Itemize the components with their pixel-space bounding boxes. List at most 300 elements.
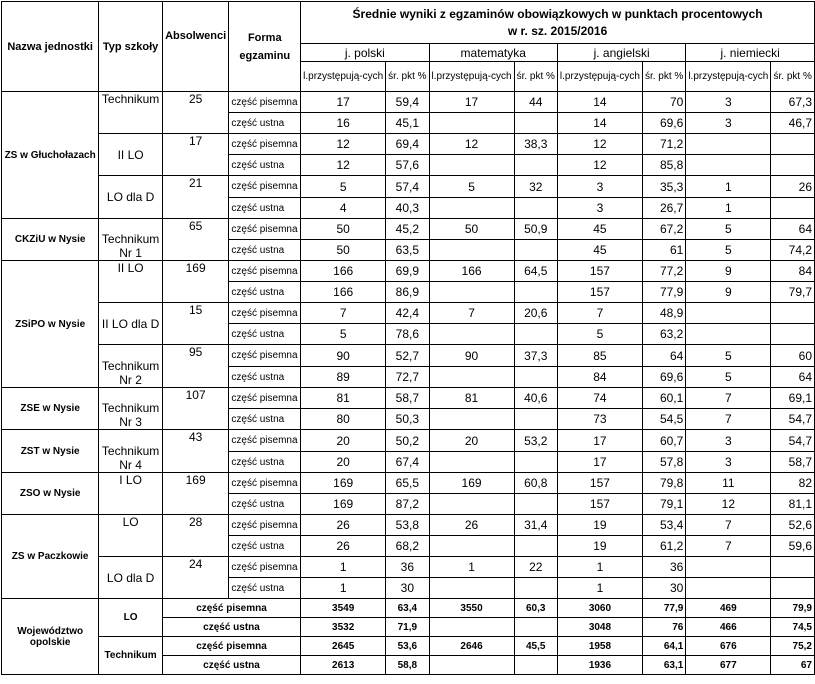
avg-percent: 67 [771, 656, 815, 675]
graduates-count: 17 [162, 134, 229, 176]
avg-percent: 40,6 [514, 388, 557, 409]
avg-percent [514, 240, 557, 261]
school-type: Technikum Nr 2 [99, 345, 163, 388]
takers-count: 26 [301, 536, 386, 557]
graduates-count: 15 [162, 303, 229, 345]
takers-count: 12 [429, 134, 514, 155]
takers-count: 7 [686, 409, 771, 430]
avg-percent: 57,6 [386, 155, 429, 176]
table-row [2, 219, 815, 240]
avg-percent: 69,1 [771, 388, 815, 409]
graduates-count: 95 [162, 345, 229, 388]
takers-count [429, 536, 514, 557]
takers-count: 3 [557, 198, 642, 219]
avg-percent: 60 [771, 345, 815, 367]
exam-form: część ustna [229, 155, 301, 176]
takers-count: 17 [557, 452, 642, 473]
exam-form: część pisemna [229, 303, 301, 324]
avg-percent [514, 618, 557, 637]
subject-german: j. niemiecki [686, 44, 815, 62]
takers-count: 81 [301, 388, 386, 409]
takers-count: 166 [301, 261, 386, 282]
takers-count: 45 [557, 240, 642, 261]
takers-count [429, 324, 514, 345]
takers-count: 157 [557, 494, 642, 515]
school-type: LO [99, 599, 163, 637]
avg-percent: 69,6 [642, 367, 685, 388]
avg-percent: 54,7 [771, 430, 815, 452]
table-row [2, 303, 815, 324]
exam-form: część pisemna [162, 637, 300, 656]
takers-count: 12 [557, 155, 642, 176]
avg-percent [514, 536, 557, 557]
takers-count: 14 [557, 113, 642, 134]
exam-form: część ustna [229, 494, 301, 515]
avg-percent: 45,5 [514, 637, 557, 656]
takers-count: 16 [301, 113, 386, 134]
exam-form: część pisemna [229, 515, 301, 536]
takers-count: 20 [429, 430, 514, 452]
exam-form: część ustna [229, 324, 301, 345]
exam-form: część ustna [229, 578, 301, 599]
school-type: II LO dla D [99, 303, 163, 345]
takers-count: 5 [301, 176, 386, 198]
table-row [2, 557, 815, 578]
table-row [2, 388, 815, 409]
school-type: LO dla D [99, 557, 163, 599]
table-row [2, 473, 815, 494]
school-type: Technikum [99, 637, 163, 675]
takers-count: 7 [557, 303, 642, 324]
table-row [2, 345, 815, 367]
avg-percent: 85,8 [642, 155, 685, 176]
takers-count: 5 [429, 176, 514, 198]
takers-count [429, 282, 514, 303]
avg-percent [514, 409, 557, 430]
exam-form: część pisemna [229, 261, 301, 282]
takers-count: 3 [686, 113, 771, 134]
takers-count: 1 [557, 578, 642, 599]
takers-count: 4 [301, 198, 386, 219]
school-type: Technikum Nr 4 [99, 430, 163, 473]
avg-percent: 63,4 [386, 599, 429, 618]
takers-count: 1936 [557, 656, 642, 675]
col-avg-percent: śr. pkt % [642, 62, 685, 92]
avg-percent [771, 134, 815, 155]
avg-percent [514, 113, 557, 134]
school-type: Technikum [99, 92, 163, 134]
avg-percent: 50,3 [386, 409, 429, 430]
avg-percent: 57,8 [642, 452, 685, 473]
avg-percent: 67,2 [642, 219, 685, 240]
avg-percent: 59,6 [771, 536, 815, 557]
avg-percent: 57,4 [386, 176, 429, 198]
avg-percent: 35,3 [642, 176, 685, 198]
takers-count: 169 [429, 473, 514, 494]
takers-count: 9 [686, 282, 771, 303]
exam-form: część ustna [229, 367, 301, 388]
avg-percent [514, 578, 557, 599]
unit-name: ZSE w Nysie [2, 388, 99, 430]
exam-form: część pisemna [229, 557, 301, 578]
avg-percent: 37,3 [514, 345, 557, 367]
exam-results-table [1, 1, 815, 675]
avg-percent [514, 324, 557, 345]
takers-count: 3 [686, 92, 771, 113]
col-avg-percent: śr. pkt % [386, 62, 429, 92]
avg-percent [514, 282, 557, 303]
col-takers: l.przystępują-cych [557, 62, 642, 92]
avg-percent: 45,1 [386, 113, 429, 134]
col-takers: l.przystępują-cych [429, 62, 514, 92]
takers-count: 157 [557, 473, 642, 494]
avg-percent: 72,7 [386, 367, 429, 388]
unit-name: ZSiPO w Nysie [2, 261, 99, 388]
takers-count: 12 [686, 494, 771, 515]
avg-percent: 79,9 [771, 599, 815, 618]
avg-percent [771, 303, 815, 324]
avg-percent: 74,2 [771, 240, 815, 261]
avg-percent: 30 [386, 578, 429, 599]
exam-form: część pisemna [162, 599, 300, 618]
takers-count [429, 367, 514, 388]
takers-count: 12 [557, 134, 642, 155]
takers-count [429, 578, 514, 599]
takers-count [686, 557, 771, 578]
exam-form: część pisemna [229, 388, 301, 409]
takers-count [429, 113, 514, 134]
avg-percent: 68,2 [386, 536, 429, 557]
avg-percent: 76 [642, 618, 685, 637]
avg-percent: 38,3 [514, 134, 557, 155]
avg-percent: 32 [514, 176, 557, 198]
takers-count: 2646 [429, 637, 514, 656]
avg-percent [514, 155, 557, 176]
avg-percent: 50,2 [386, 430, 429, 452]
takers-count: 85 [557, 345, 642, 367]
avg-percent: 81,1 [771, 494, 815, 515]
takers-count [429, 452, 514, 473]
avg-percent [514, 656, 557, 675]
avg-percent: 50,9 [514, 219, 557, 240]
avg-percent: 77,2 [642, 261, 685, 282]
avg-percent: 52,6 [771, 515, 815, 536]
avg-percent: 26 [771, 176, 815, 198]
avg-percent: 58,8 [386, 656, 429, 675]
avg-percent: 42,4 [386, 303, 429, 324]
avg-percent: 26,7 [642, 198, 685, 219]
avg-percent: 69,9 [386, 261, 429, 282]
takers-count [686, 303, 771, 324]
unit-name: ZS w Głuchołazach [2, 92, 99, 219]
col-avg-percent: śr. pkt % [771, 62, 815, 92]
school-type: LO dla D [99, 176, 163, 219]
takers-count: 81 [429, 388, 514, 409]
graduates-count: 25 [162, 92, 229, 134]
takers-count: 169 [301, 494, 386, 515]
exam-form: część ustna [229, 409, 301, 430]
takers-count: 20 [301, 452, 386, 473]
avg-percent: 63,2 [642, 324, 685, 345]
takers-count [429, 409, 514, 430]
takers-count: 466 [686, 618, 771, 637]
exam-form: część pisemna [229, 345, 301, 367]
table-row [2, 261, 815, 282]
graduates-count: 65 [162, 219, 229, 261]
avg-percent: 84 [771, 261, 815, 282]
avg-percent: 60,8 [514, 473, 557, 494]
takers-count: 7 [301, 303, 386, 324]
avg-percent [771, 324, 815, 345]
header-graduates: Absolwenci [162, 2, 229, 92]
takers-count: 19 [557, 515, 642, 536]
avg-percent: 86,9 [386, 282, 429, 303]
takers-count: 5 [686, 219, 771, 240]
takers-count: 12 [301, 155, 386, 176]
table-row [2, 515, 815, 536]
takers-count: 166 [429, 261, 514, 282]
avg-percent: 74,5 [771, 618, 815, 637]
takers-count: 90 [301, 345, 386, 367]
takers-count: 12 [301, 134, 386, 155]
avg-percent: 79,1 [642, 494, 685, 515]
avg-percent: 61,2 [642, 536, 685, 557]
exam-form: część pisemna [229, 176, 301, 198]
avg-percent: 54,5 [642, 409, 685, 430]
takers-count: 7 [686, 515, 771, 536]
avg-percent: 60,3 [514, 599, 557, 618]
takers-count [429, 618, 514, 637]
takers-count: 7 [686, 536, 771, 557]
avg-percent: 67,3 [771, 92, 815, 113]
col-avg-percent: śr. pkt % [514, 62, 557, 92]
avg-percent: 60,1 [642, 388, 685, 409]
avg-percent: 71,9 [386, 618, 429, 637]
takers-count: 3549 [301, 599, 386, 618]
table-title [301, 2, 815, 44]
avg-percent: 45,2 [386, 219, 429, 240]
unit-name: CKZiU w Nysie [2, 219, 99, 261]
avg-percent: 36 [642, 557, 685, 578]
title-line1: Średnie wyniki z egzaminów obowiązkowych w punktach procentowych [352, 6, 763, 21]
avg-percent: 69,6 [642, 113, 685, 134]
avg-percent [771, 557, 815, 578]
takers-count [686, 324, 771, 345]
takers-count: 17 [429, 92, 514, 113]
takers-count: 166 [301, 282, 386, 303]
avg-percent: 79,8 [642, 473, 685, 494]
avg-percent: 64 [771, 367, 815, 388]
graduates-count: 28 [162, 515, 229, 557]
takers-count: 5 [686, 240, 771, 261]
avg-percent: 58,7 [771, 452, 815, 473]
takers-count [686, 134, 771, 155]
school-type: II LO [99, 261, 163, 303]
col-takers: l.przystępują-cych [686, 62, 771, 92]
graduates-count: 169 [162, 261, 229, 303]
takers-count: 1958 [557, 637, 642, 656]
graduates-count: 43 [162, 430, 229, 473]
table-row [2, 176, 815, 198]
avg-percent: 54,7 [771, 409, 815, 430]
exam-form: część ustna [229, 240, 301, 261]
avg-percent: 20,6 [514, 303, 557, 324]
header-school-type: Typ szkoły [99, 2, 163, 92]
takers-count: 157 [557, 282, 642, 303]
col-takers: l.przystępują-cych [301, 62, 386, 92]
takers-count: 9 [686, 261, 771, 282]
avg-percent [771, 198, 815, 219]
takers-count: 50 [301, 240, 386, 261]
avg-percent: 44 [514, 92, 557, 113]
avg-percent: 53,2 [514, 430, 557, 452]
title-line2: w r. sz. 2015/2016 [507, 23, 608, 38]
avg-percent [514, 367, 557, 388]
header-exam-form [229, 2, 301, 92]
takers-count: 1 [301, 578, 386, 599]
takers-count: 5 [301, 324, 386, 345]
takers-count: 3532 [301, 618, 386, 637]
takers-count: 5 [686, 367, 771, 388]
takers-count [686, 578, 771, 599]
school-type: I LO [99, 473, 163, 515]
takers-count [686, 155, 771, 176]
avg-percent: 46,7 [771, 113, 815, 134]
avg-percent [514, 452, 557, 473]
avg-percent: 71,2 [642, 134, 685, 155]
avg-percent: 58,7 [386, 388, 429, 409]
avg-percent: 75,2 [771, 637, 815, 656]
region-name: Województwo opolskie [2, 599, 99, 675]
avg-percent: 63,1 [642, 656, 685, 675]
avg-percent [514, 494, 557, 515]
avg-percent: 30 [642, 578, 685, 599]
exam-form: część ustna [229, 536, 301, 557]
exam-form: część pisemna [229, 473, 301, 494]
takers-count: 26 [429, 515, 514, 536]
total-row [2, 637, 815, 656]
takers-count: 3550 [429, 599, 514, 618]
avg-percent: 53,4 [642, 515, 685, 536]
table-row [2, 134, 815, 155]
avg-percent: 31,4 [514, 515, 557, 536]
takers-count: 26 [301, 515, 386, 536]
avg-percent: 70 [642, 92, 685, 113]
table-row [2, 92, 815, 113]
avg-percent: 22 [514, 557, 557, 578]
takers-count [429, 155, 514, 176]
avg-percent: 69,4 [386, 134, 429, 155]
takers-count: 7 [429, 303, 514, 324]
exam-form: część ustna [162, 618, 300, 637]
unit-name: ZST w Nysie [2, 430, 99, 473]
avg-percent: 53,6 [386, 637, 429, 656]
avg-percent: 40,3 [386, 198, 429, 219]
total-row [2, 599, 815, 618]
takers-count: 20 [301, 430, 386, 452]
avg-percent: 64 [642, 345, 685, 367]
takers-count: 80 [301, 409, 386, 430]
avg-percent: 48,9 [642, 303, 685, 324]
avg-percent: 67,4 [386, 452, 429, 473]
takers-count: 2645 [301, 637, 386, 656]
avg-percent [771, 155, 815, 176]
avg-percent: 52,7 [386, 345, 429, 367]
takers-count: 169 [301, 473, 386, 494]
takers-count: 5 [557, 324, 642, 345]
header-form-line2: egzaminu [239, 49, 291, 62]
avg-percent: 79,7 [771, 282, 815, 303]
takers-count: 50 [429, 219, 514, 240]
table-row [2, 430, 815, 452]
takers-count: 3 [686, 452, 771, 473]
avg-percent: 36 [386, 557, 429, 578]
avg-percent: 78,6 [386, 324, 429, 345]
avg-percent: 87,2 [386, 494, 429, 515]
avg-percent: 53,8 [386, 515, 429, 536]
takers-count: 469 [686, 599, 771, 618]
header-unit: Nazwa jednostki [2, 2, 99, 92]
header-form-line1: Forma [247, 31, 282, 44]
graduates-count: 107 [162, 388, 229, 430]
graduates-count: 24 [162, 557, 229, 599]
exam-form: część ustna [229, 198, 301, 219]
takers-count: 1 [429, 557, 514, 578]
subject-english: j. angielski [557, 44, 685, 62]
exam-form: część pisemna [229, 92, 301, 113]
school-type: LO [99, 515, 163, 557]
takers-count: 3 [686, 430, 771, 452]
exam-form: część ustna [229, 452, 301, 473]
avg-percent: 82 [771, 473, 815, 494]
takers-count: 74 [557, 388, 642, 409]
unit-name: ZS w Paczkowie [2, 515, 99, 599]
avg-percent: 77,9 [642, 599, 685, 618]
exam-form: część ustna [229, 113, 301, 134]
takers-count: 89 [301, 367, 386, 388]
takers-count: 3060 [557, 599, 642, 618]
school-type: Technikum Nr 1 [99, 219, 163, 261]
takers-count: 14 [557, 92, 642, 113]
graduates-count: 21 [162, 176, 229, 219]
takers-count: 3 [557, 176, 642, 198]
takers-count: 84 [557, 367, 642, 388]
takers-count: 19 [557, 536, 642, 557]
avg-percent: 65,5 [386, 473, 429, 494]
avg-percent: 64,1 [642, 637, 685, 656]
takers-count: 17 [557, 430, 642, 452]
takers-count: 157 [557, 261, 642, 282]
takers-count: 676 [686, 637, 771, 656]
avg-percent: 63,5 [386, 240, 429, 261]
avg-percent: 77,9 [642, 282, 685, 303]
takers-count: 5 [686, 345, 771, 367]
takers-count: 73 [557, 409, 642, 430]
takers-count: 17 [301, 92, 386, 113]
takers-count [429, 656, 514, 675]
takers-count [429, 198, 514, 219]
avg-percent [771, 578, 815, 599]
subject-math: matematyka [429, 44, 557, 62]
takers-count: 1 [686, 198, 771, 219]
exam-form: część ustna [162, 656, 300, 675]
takers-count: 7 [686, 388, 771, 409]
subject-polish: j. polski [301, 44, 429, 62]
avg-percent: 60,7 [642, 430, 685, 452]
exam-form: część pisemna [229, 134, 301, 155]
school-type: Technikum Nr 3 [99, 388, 163, 430]
avg-percent: 61 [642, 240, 685, 261]
